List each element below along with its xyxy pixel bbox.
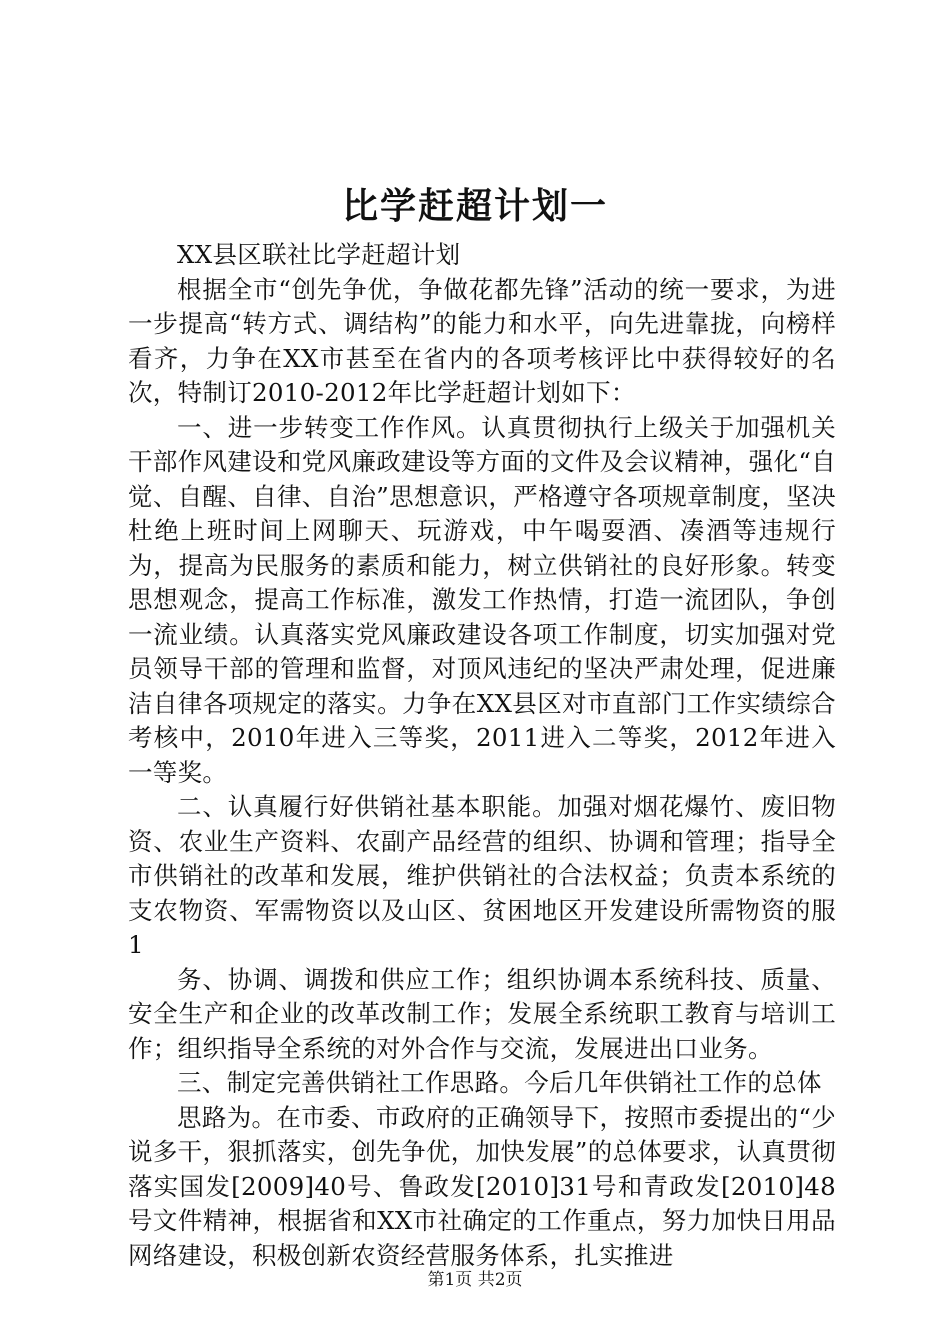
paragraph-intro: 根据全市“创先争优，争做花都先锋”活动的统一要求，为进一步提高“转方式、调结构”的能力和水平，向先进靠拢，向榜样看齐，力争在XX市甚至在省内的各项考核评比中获得较好的名次，特制订2010-2012年比学赶超计划如下：: [128, 274, 836, 407]
paragraph-section-1: 一、进一步转变工作作风。认真贯彻执行上级关于加强机关干部作风建设和党风廉政建设等方面的文件及会议精神，强化“自觉、自醒、自律、自治”思想意识，严格遵守各项规章制度，坚决杜绝上班时间上网聊天、玩游戏，中午喝耍酒、凑酒等违规行为，提高为民服务的素质和能力，树立供销社的良好形象。转变思想观念，提高工作标准，激发工作热情，打造一流团队，争创一流业绩。认真落实党风廉政建设各项工作制度，切实加强对党员领导干部的管理和监督，对顶风违纪的坚决严肃处理，促进廉洁自律各项规定的落实。力争在XX县区对市直部门工作实绩综合考核中，2010年进入三等奖，2011进入二等奖，2012年进入一等奖。: [128, 412, 836, 787]
paragraph-subtitle: XX县区联社比学赶超计划: [177, 240, 461, 269]
paragraph-section-3-continued: 思路为。在市委、市政府的正确领导下，按照市委提出的“少说多干，狠抓落实，创先争优，加快发展”的总体要求，认真贯彻落实国发[2009]40号、鲁政发[2010]31号和青政发[2010]48号文件精神，根据省和XX市社确定的工作重点，努力加快日用品网络建设，积极创新农资经营服务体系，扎实推进: [128, 1102, 836, 1270]
paragraph-section-2-continued: 务、协调、调拨和供应工作；组织协调本系统科技、质量、安全生产和企业的改革改制工作；发展全系统职工教育与培训工作；组织指导全系统的对外合作与交流，发展进出口业务。: [128, 964, 836, 1063]
paragraph-section-2: 二、认真履行好供销社基本职能。加强对烟花爆竹、废旧物资、农业生产资料、农副产品经营的组织、协调和管理；指导全市供销社的改革和发展，维护供销社的合法权益；负责本系统的支农物资、军需物资以及山区、贫困地区开发建设所需物资的服1: [128, 792, 836, 959]
document-body: [128, 238, 836, 1273]
page-footer: 第1页 共2页: [427, 1270, 523, 1290]
document-title: 比学赶超计划一: [341, 185, 608, 227]
paragraph-section-3: 三、制定完善供销社工作思路。今后几年供销社工作的总体: [177, 1068, 822, 1097]
